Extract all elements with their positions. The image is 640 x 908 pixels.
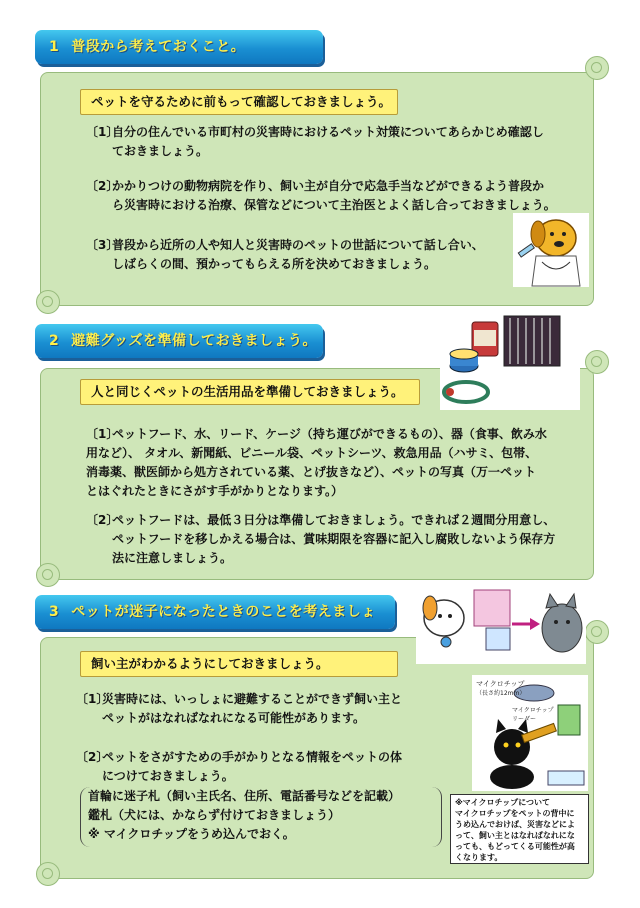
section2-header bbox=[35, 324, 323, 358]
section2-lead: 人と同じくペットの生活用品を準備しておきましょう。 bbox=[80, 379, 420, 405]
section3-number: 3 bbox=[49, 604, 60, 620]
section1-item-2: 〔2〕かかりつけの動物病院を作り、飼い主が自分で応急手当などができるよう普段か ら災害時における治療、保管などについて主治医とよく話し合っておきましょう。 bbox=[86, 179, 556, 212]
section1-title: 普段から考えておくこと。 bbox=[71, 39, 246, 55]
microchip-label: マイクロチップ bbox=[476, 680, 525, 688]
section3-item-2: 〔2〕ペットをさがすための手がかりとなる情報をペットの体 につけておきましょう。 bbox=[76, 750, 403, 783]
section1-item-3: 〔3〕普段から近所の人や知人と災害時のペットの世話について話し合い、 しばらくの間、預かってもらえる所を決めておきましょう。 bbox=[86, 238, 484, 271]
section1-header bbox=[35, 30, 323, 64]
id-tag-list: 首輪に迷子札（飼い主氏名、住所、電話番号などを記載） 鑑札（犬には、かならず付けておきましょう） ※ マイクロチップをうめ込んでおく。 bbox=[88, 789, 401, 841]
lost-pet-dog-cat-illustration bbox=[416, 584, 586, 664]
section1-lead: ペットを守るために前もって確認しておきましょう。 bbox=[80, 89, 398, 115]
scroll-curl bbox=[585, 350, 609, 374]
section1-item-1: 〔1〕自分の住んでいる市町村の災害時におけるペット対策についてあらかじめ確認し ておきましょう。 bbox=[86, 125, 544, 158]
veterinarian-dog-illustration bbox=[512, 212, 590, 288]
scroll-curl bbox=[585, 620, 609, 644]
section3-header bbox=[35, 595, 395, 629]
section3-title: ペットが迷子になったときのことを考えましょ bbox=[71, 604, 376, 620]
scroll-curl bbox=[585, 56, 609, 80]
microchip-note: ※マイクロチップについて マイクロチップをペットの背中に うめ込んでおけば、災害などによ って、飼い主とはなればなれにな っても、もどってくる可能性が高 くなります。 bbox=[450, 794, 589, 864]
microchip-illustration bbox=[472, 675, 588, 791]
section3-lead: 飼い主がわかるようにしておきましょう。 bbox=[80, 651, 398, 677]
section1-number: 1 bbox=[49, 39, 60, 55]
scroll-curl bbox=[36, 290, 60, 314]
section2-item-1: 〔1〕ペットフード、水、リード、ケージ（持ち運びができるもの）、器（食事、飲み水 用など）、 タオル、新聞紙、ビニール袋、ペットシーツ、救急用品（ハサミ、包帯、 消毒薬、獣医師から処方されている薬、とげ抜きなど）、ペットの写真（万一ペット とはぐれたときにさがす手がかりとなります。） bbox=[86, 427, 547, 498]
microchip-size: （長さ約12mm） bbox=[476, 690, 526, 697]
section2-number: 2 bbox=[49, 333, 60, 349]
section3-item-1: 〔1〕災害時には、いっしょに避難することができず飼い主と ペットがはなればなれになる可能性があります。 bbox=[76, 692, 403, 725]
reader-label: マイクロチップ リーダー bbox=[512, 707, 554, 723]
pet-supplies-illustration bbox=[440, 310, 580, 410]
section2-title: 避難グッズを準備しておきましょう。 bbox=[71, 333, 318, 349]
section2-item-2: 〔2〕ペットフードは、最低３日分は準備しておきましょう。できれば２週間分用意し、 ペットフードを移しかえる場合は、賞味期限を容器に記入し腐敗しないよう保存方 法に注意しましょう。 bbox=[86, 513, 556, 565]
scroll-curl bbox=[36, 862, 60, 886]
scroll-curl bbox=[36, 563, 60, 587]
